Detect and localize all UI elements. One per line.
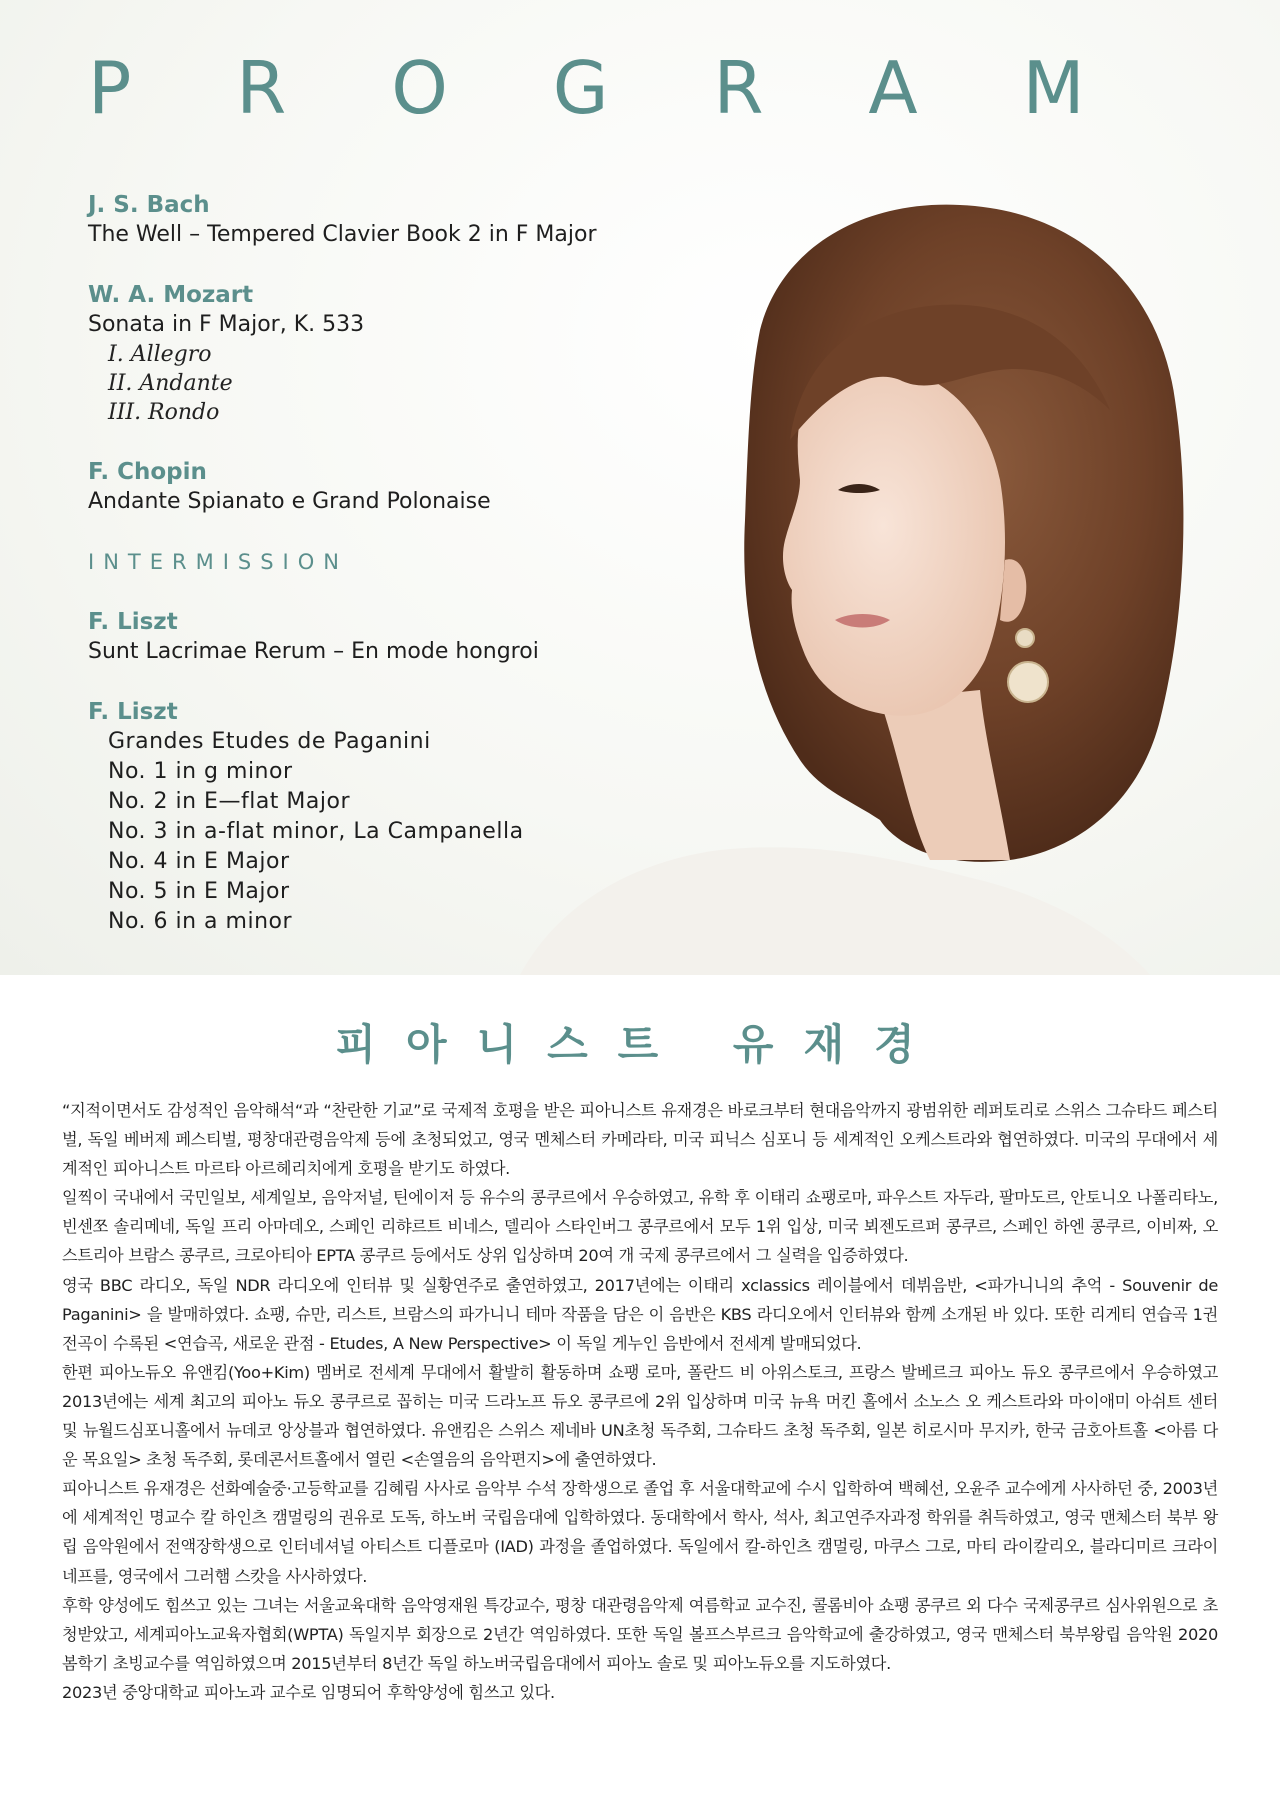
intermission-label: INTERMISSION	[88, 550, 348, 574]
etude-item: No. 1 in g minor	[108, 759, 293, 784]
work-title: Grandes Etudes de Paganini	[108, 729, 431, 754]
composer-name: F. Liszt	[88, 699, 178, 725]
work-title: Sonata in F Major, K. 533	[88, 312, 365, 337]
etude-item: No. 6 in a minor	[108, 909, 293, 934]
composer-name: F. Chopin	[88, 459, 207, 485]
bio-text	[62, 1096, 1218, 1707]
bio-title: 피아니스트 유재경	[335, 1020, 945, 1069]
etude-item: No. 4 in E Major	[108, 849, 290, 874]
program-title: P R O G R A M	[88, 46, 1126, 130]
composer-name: J. S. Bach	[88, 192, 210, 218]
bio-paragraph: 2023년 중앙대학교 피아노과 교수로 임명되어 후학양성에 힘쓰고 있다.	[62, 1682, 555, 1702]
bio-paragraph: 피아니스트 유재경은 선화예술중·고등학교를 김혜림 사사로 음악부 수석 장학생으로 졸업 후 서울대학교에 수시 입학하여 백혜선, 오윤주 교수에게 사사하던 중, 2003년에 세계적인 명교수 칼 하인츠 캠멀링의 권유로 도독, 하노버 국립음대에 입학하였다. 동대학에서 학사, 석사, 최고연주자과정 학위를 취득하였고, 영국 맨체스터 북부 왕립 음악원에서 전액장학생으로 인터네셔널 아티스트 디플로마 (IAD) 과정을 졸업하였다. 독일에서 칼-하인츠 캠멀링, 마쿠스 그로, 마티 라이칼리오, 블라디미르 크라이네프를, 영국에서 그러햄 스캇을 사사하였다.	[62, 1479, 1218, 1586]
movement: II. Andante	[108, 371, 233, 396]
composer-name: F. Liszt	[88, 609, 178, 635]
bio-paragraph: 한편 피아노듀오 유앤킴(Yoo+Kim) 멤버로 전세계 무대에서 활발히 활동하며 쇼팽 로마, 폴란드 비 아위스토크, 프랑스 발베르크 피아노 듀오 콩쿠르에서 우승하였고 2013년에는 세계 최고의 피아노 듀오 콩쿠르로 꼽히는 미국 드라노프 듀오 콩쿠르에 2위 입상하며 미국 뉴욕 머킨 홀에서 소노스 오 케스트라와 마이애미 아쉬트 센터 및 뉴월드심포니홀에서 뉴데코 앙상블과 협연하였다. 유앤킴은 스위스 제네바 UN초청 독주회, 그슈타드 초청 독주회, 일본 히로시마 무지카, 한국 금호아트홀 <아름 다운 목요일> 초청 독주회, 롯데콘서트홀에서 열린 <손열음의 음악편지>에 출연하였다.	[62, 1362, 1218, 1470]
work-title: Andante Spianato e Grand Polonaise	[88, 489, 491, 514]
program-list	[88, 190, 708, 937]
etude-item: No. 3 in a-flat minor, La Campanella	[108, 819, 524, 844]
bio-paragraph: “지적이면서도 감성적인 음악해석“과 “찬란한 기교”로 국제적 호평을 받은 피아니스트 유재경은 바로크부터 현대음악까지 광범위한 레퍼토리로 스위스 그슈타드 페스티벌, 독일 베버제 페스티벌, 평창대관령음악제 등에 초청되었고, 영국 멘체스터 카메라타, 미국 피닉스 심포니 등 세계적인 오케스트라와 협연하였다. 미국의 무대에서 세계적인 피아니스트 마르타 아르헤리치에게 호평을 받기도 하였다.	[62, 1101, 1218, 1179]
work-title: Sunt Lacrimae Rerum – En mode hongroi	[88, 639, 539, 664]
movement: III. Rondo	[108, 400, 220, 425]
bio-paragraph: 후학 양성에도 힘쓰고 있는 그녀는 서울교육대학 음악영재원 특강교수, 평창 대관령음악제 여름학교 교수진, 콜롬비아 쇼팽 콩쿠르 외 다수 국제콩쿠르 심사위원으로 초청받았고, 세계피아노교육자협회(WPTA) 독일지부 회장으로 2년간 역임하였다. 또한 독일 볼프스부르크 음악학교에 출강하였고, 영국 맨체스터 북부왕립 음악원 2020 봄학기 초빙교수를 역임하였으며 2015년부터 8년간 독일 하노버국립음대에서 피아노 솔로 및 피아노듀오를 지도하였다.	[62, 1595, 1218, 1673]
composer-name: W. A. Mozart	[88, 282, 254, 308]
etude-item: No. 2 in E—flat Major	[108, 789, 350, 814]
etude-item: No. 5 in E Major	[108, 879, 290, 904]
bio-paragraph: 일찍이 국내에서 국민일보, 세계일보, 음악저널, 틴에이저 등 유수의 콩쿠르에서 우승하였고, 유학 후 이태리 쇼팽로마, 파우스트 자두라, 팔마도르, 안토니오 나폴리타노, 빈센쪼 솔리메네, 독일 프리 아마데오, 스페인 리햐르트 비네스, 델리아 스타인버그 콩쿠르에서 모두 1위 입상, 미국 뵈젠도르퍼 콩쿠르, 스페인 하엔 콩쿠르, 이비짜, 오스트리아 브람스 콩쿠르, 크로아티아 EPTA 콩쿠르 등에서도 상위 입상하며 20여 개 국제 콩쿠르에서 그 실력을 입증하였다.	[62, 1188, 1218, 1266]
movement: I. Allegro	[108, 342, 212, 367]
bio-paragraph: 영국 BBC 라디오, 독일 NDR 라디오에 인터뷰 및 실황연주로 출연하였고, 2017년에는 이태리 xclassics 레이블에서 데뷔음반, <파가니니의 추억 - Souvenir de Paganini> 을 발매하였다. 쇼팽, 슈만, 리스트, 브람스의 파가니니 테마 작품을 담은 이 음반은 KBS 라디오에서 인터뷰와 함께 소개된 바 있다. 또한 리게티 연습곡 1권 전곡이 수록된 <연습곡, 새로운 관점 - Etudes, A New Perspective> 이 독일 게누인 음반에서 전세계 발매되었다.	[62, 1275, 1218, 1353]
work-title: The Well – Tempered Clavier Book 2 in F Major	[88, 222, 597, 247]
